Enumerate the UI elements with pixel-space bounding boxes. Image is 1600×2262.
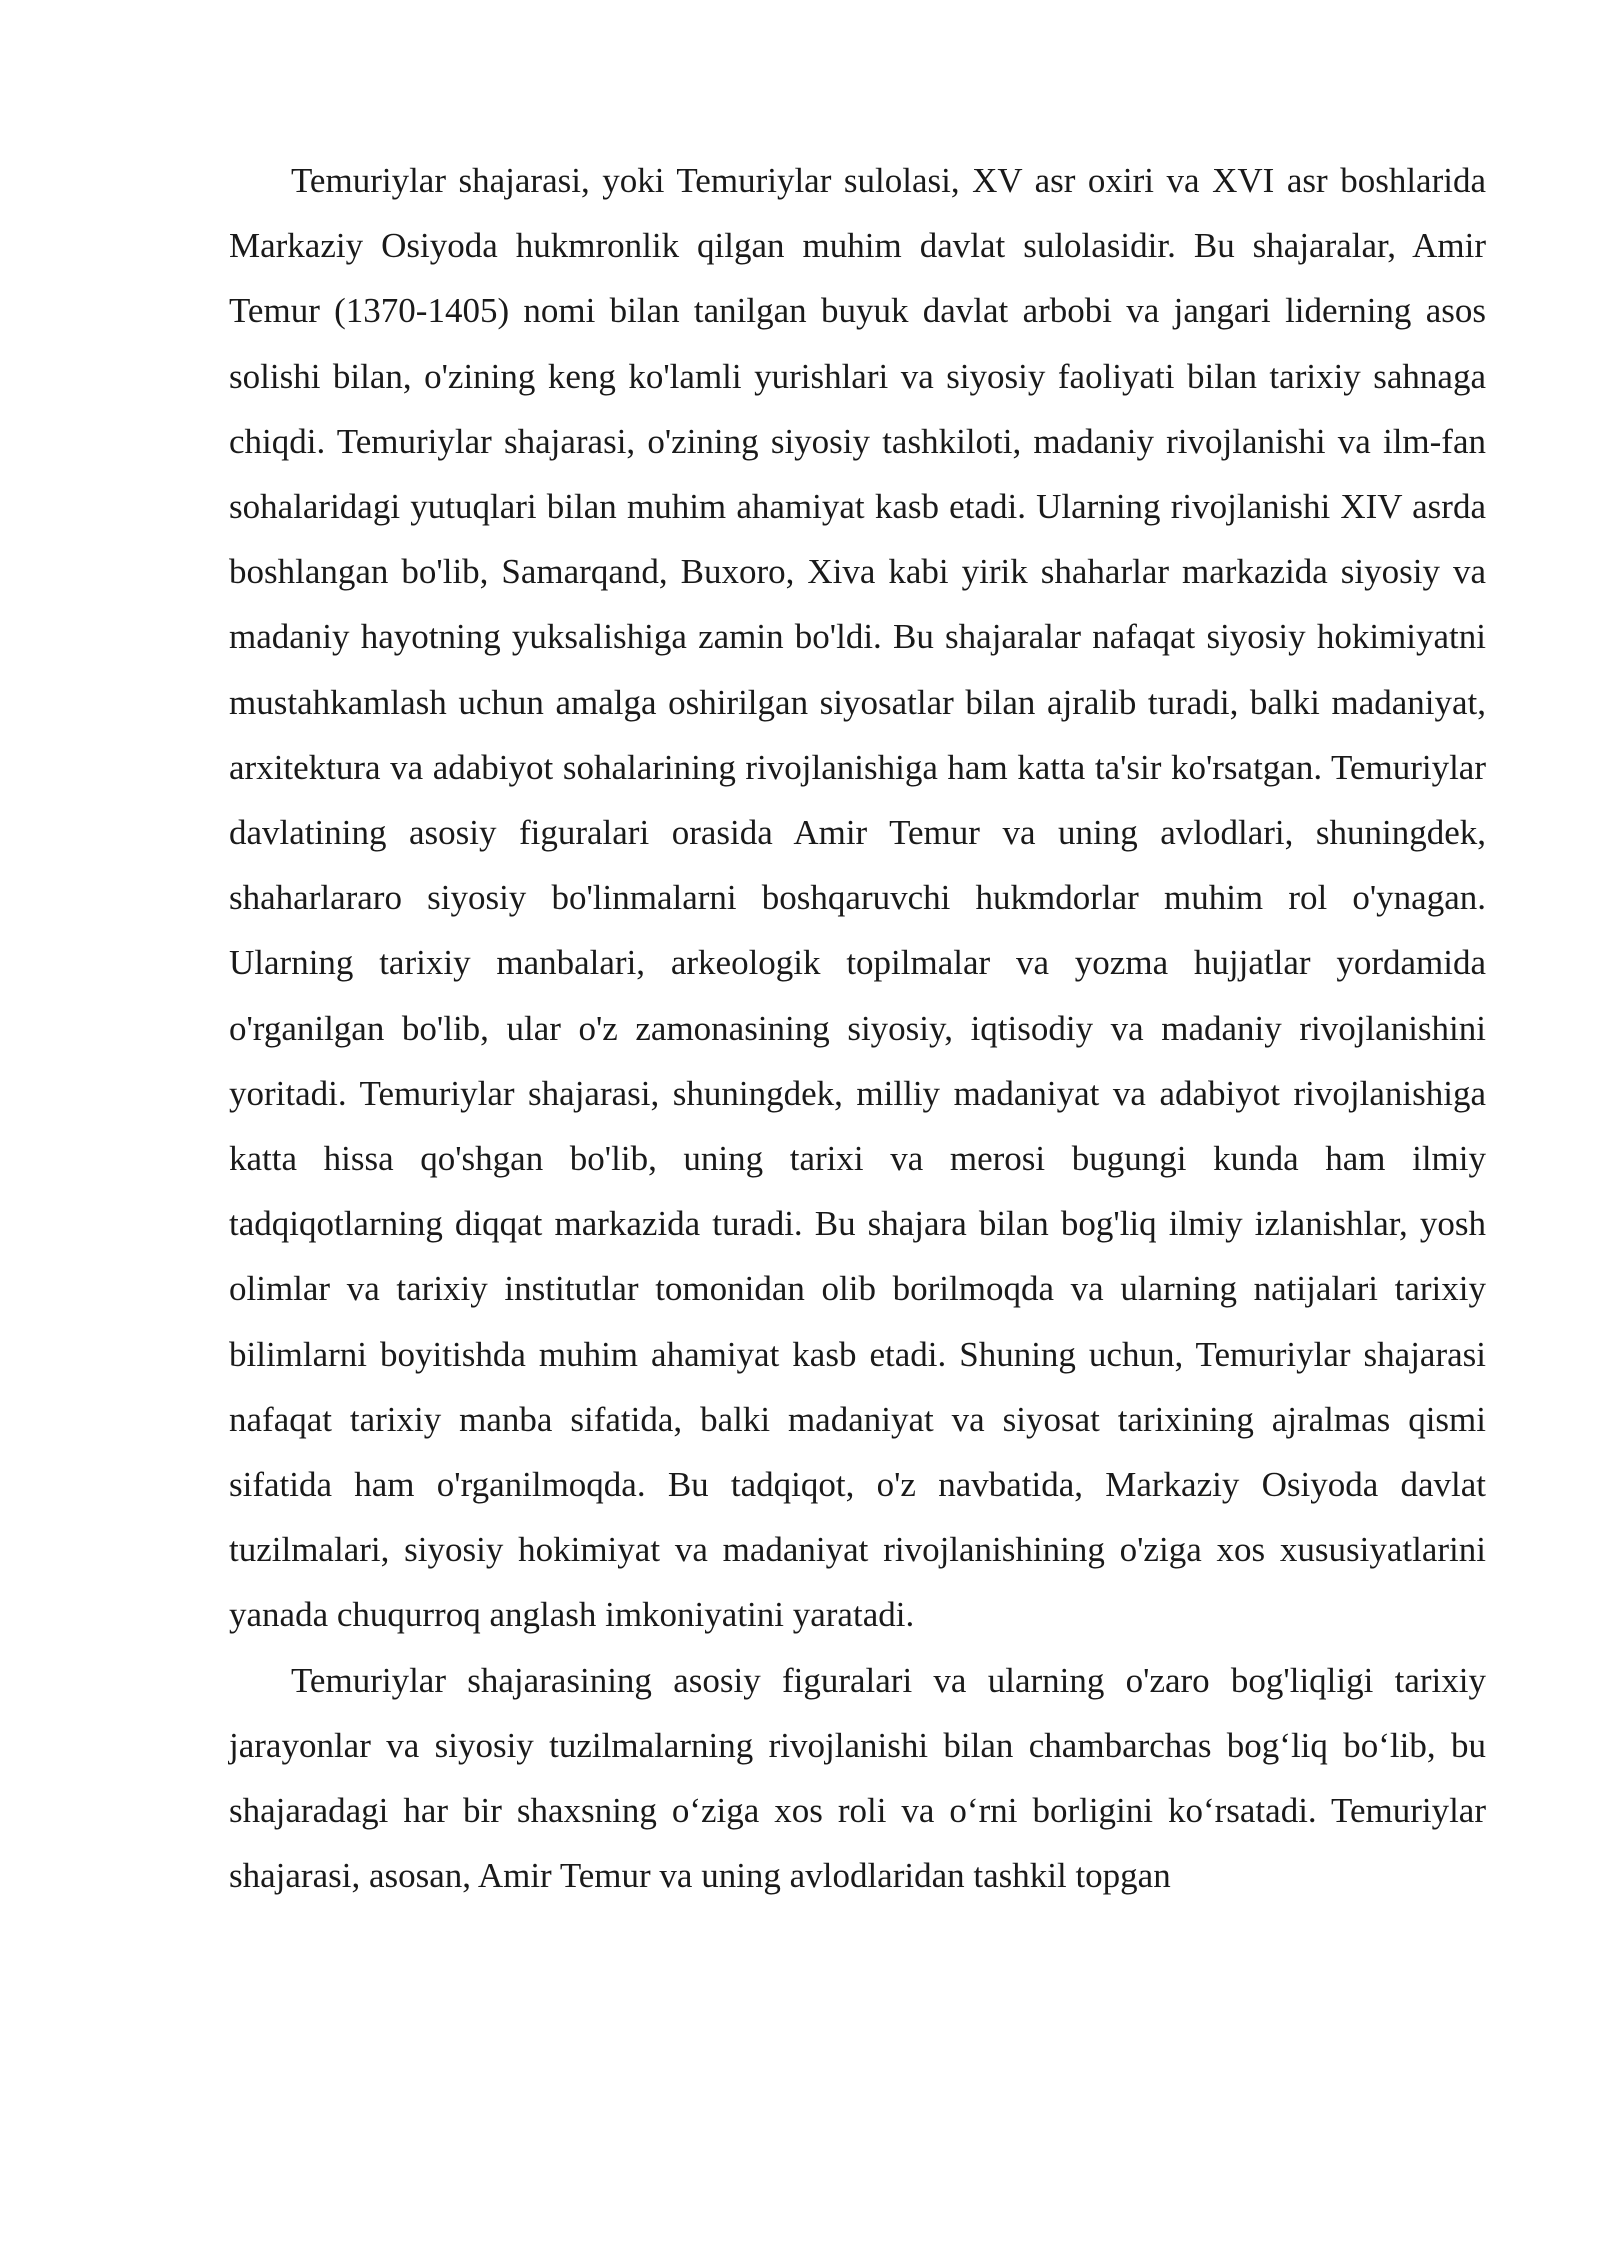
paragraph-1: Temuriylar shajarasi, yoki Temuriylar sulolasi, XV asr oxiri va XVI asr boshlarida Markaziy Osiyoda hukmronlik qilgan muhim davlat sulolasidir. Bu shajaralar, Amir Temur (1370-1405) nomi bilan tanilgan buyuk davlat arbobi va jangari liderning asos solishi bilan, o'zining keng ko'lamli yurishlari va siyosiy faoliyati bilan tarixiy sahnaga chiqdi. Temuriylar shajarasi, o'zining siyosiy tashkiloti, madaniy rivojlanishi va ilm-fan sohalaridagi yutuqlari bilan muhim ahamiyat kasb etadi. Ularning rivojlanishi XIV asrda boshlangan bo'lib, Samarqand, Buxoro, Xiva kabi yirik shaharlar markazida siyosiy va madaniy hayotning yuksalishiga zamin bo'ldi. Bu shajaralar nafaqat siyosiy hokimiyatni mustahkamlash uchun amalga oshirilgan siyosatlar bilan ajralib turadi, balki madaniyat, arxitektura va adabiyot sohalarining rivojlanishiga ham katta ta'sir ko'rsatgan. Temuriylar davlatining asosiy figuralari orasida Amir Temur va uning avlodlari, shuningdek, shaharlararo siyosiy bo'linmalarni boshqaruvchi hukmdorlar muhim rol o'ynagan. Ularning tarixiy manbalari, arkeologik topilmalar va yozma hujjatlar yordamida o'rganilgan bo'lib, ular o'z zamonasining siyosiy, iqtisodiy va madaniy rivojlanishini yoritadi. Temuriylar shajarasi, shuningdek, milliy madaniyat va adabiyot rivojlanishiga katta hissa qo'shgan bo'lib, uning tarixi va merosi bugungi kunda ham ilmiy tadqiqotlarning diqqat markazida turadi. Bu shajara bilan bog'liq ilmiy izlanishlar, yosh olimlar va tarixiy institutlar tomonidan olib borilmoqda va ularning natijalari tarixiy bilimlarni boyitishda muhim ahamiyat kasb etadi. Shuning uchun, Temuriylar shajarasi nafaqat tarixiy manba sifatida, balki madaniyat va siyosat tarixining ajralmas qismi sifatida ham o'rganilmoqda. Bu tadqiqot, o'z navbatida, Markaziy Osiyoda davlat tuzilmalari, siyosiy hokimiyat va madaniyat rivojlanishining o'ziga xos xususiyatlarini yanada chuqurroq anglash imkoniyatini yaratadi.	[229, 161, 1486, 1635]
body-text	[229, 148, 1486, 1908]
paragraph-2: Temuriylar shajarasining asosiy figuralari va ularning o'zaro bog'liqligi tarixiy jarayonlar va siyosiy tuzilmalarning rivojlanishi bilan chambarchas bog‘liq bo‘lib, bu shajaradagi har bir shaxsning o‘ziga xos roli va o‘rni borligini ko‘rsatadi. Temuriylar shajarasi, asosan, Amir Temur va uning avlodlaridan tashkil topgan	[229, 1660, 1486, 1896]
